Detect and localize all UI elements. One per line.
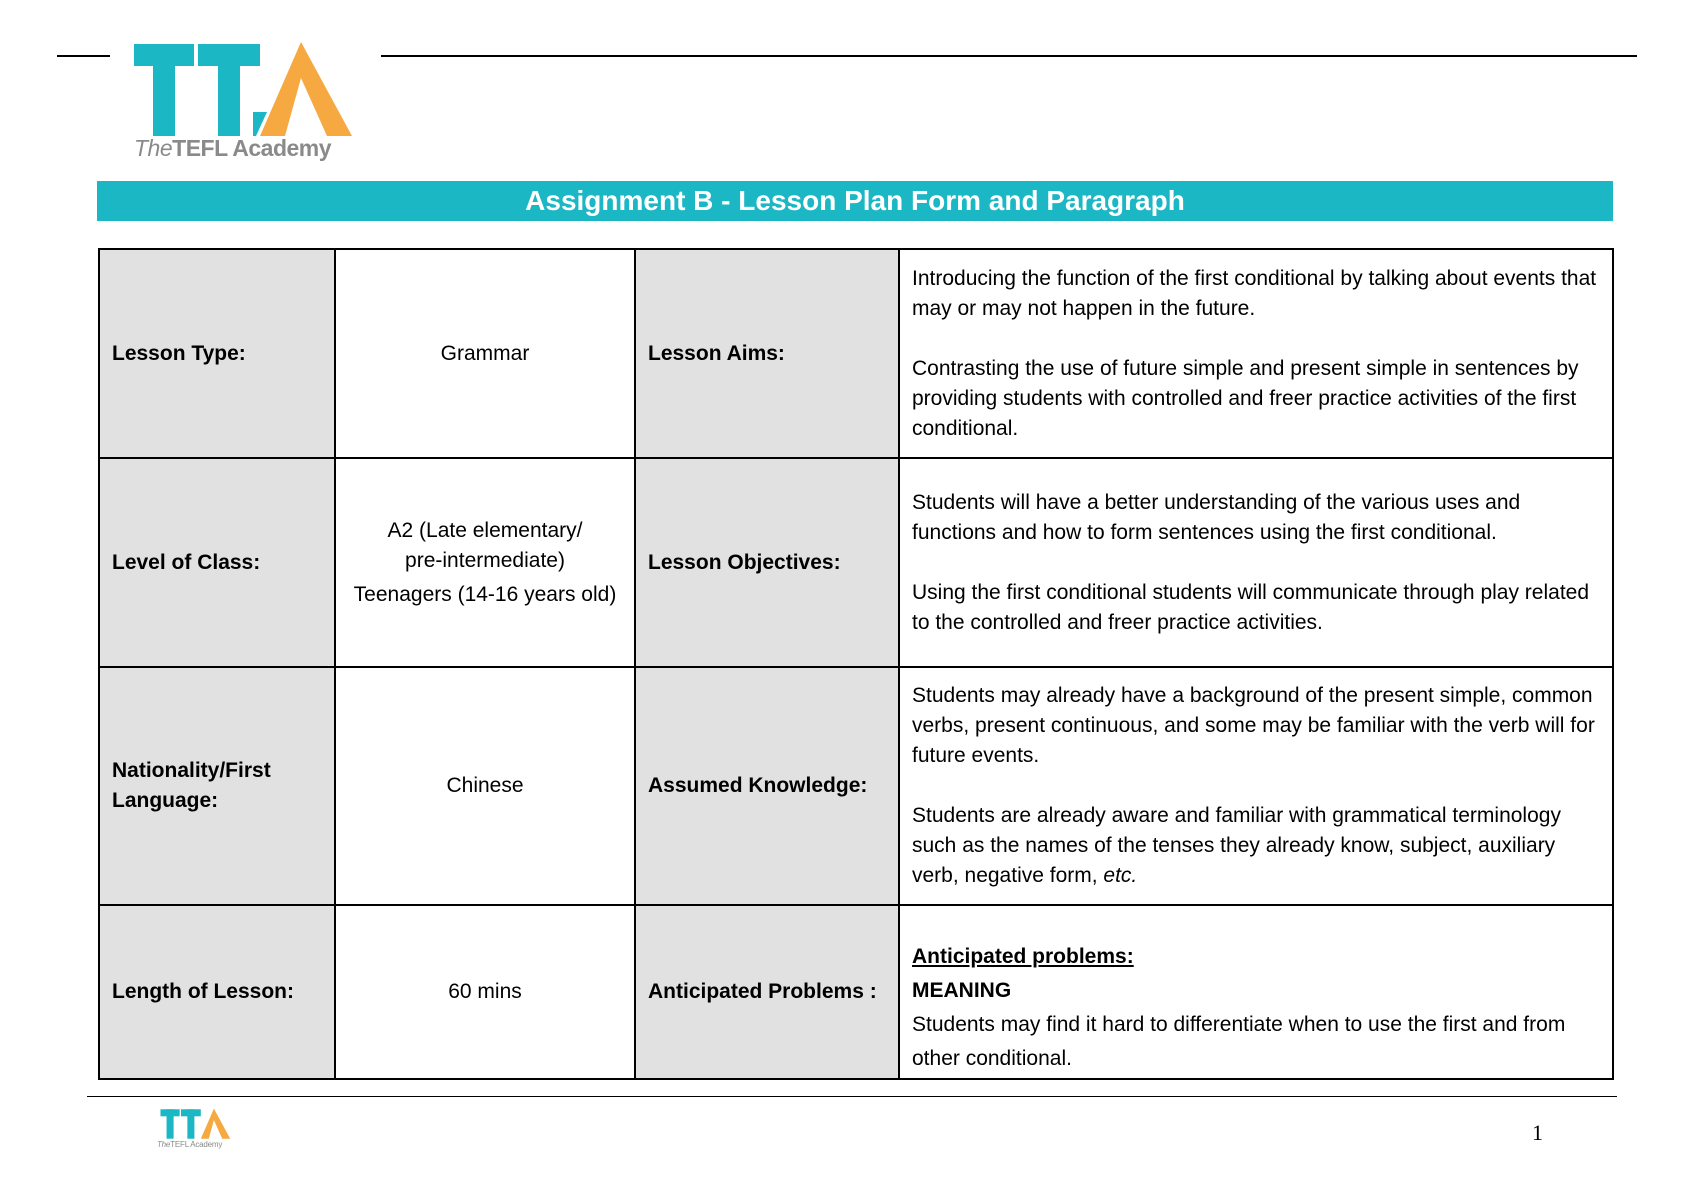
field-label: Assumed Knowledge: — [635, 667, 899, 905]
row-label: Length of Lesson: — [99, 905, 335, 1079]
detail-paragraph: Contrasting the use of future simple and present simple in sentences by providing students with controlled and freer practice activities of the first conditional. — [912, 356, 1579, 440]
logo-name: TEFL Academy — [172, 135, 332, 161]
detail-paragraph: Students may find it hard to differentiate when to use the first and from other conditional. — [912, 1013, 1566, 1070]
detail-text: Students are already aware and familiar with grammatical terminology such as the names of the tenses they already know, subject, auxiliary verb, negative form, — [912, 804, 1561, 887]
tta-logo — [134, 40, 356, 166]
field-detail — [899, 667, 1613, 905]
table-row — [99, 905, 1613, 1079]
lesson-plan-table — [98, 248, 1614, 1080]
field-detail — [899, 458, 1613, 667]
logo-wordmark — [134, 135, 331, 162]
value-line: Teenagers (14-16 years old) — [353, 582, 617, 606]
table-row — [99, 249, 1613, 458]
field-detail — [899, 249, 1613, 458]
footer-logo — [157, 1108, 235, 1152]
title-bar — [97, 181, 1613, 221]
row-label: Nationality/First Language: — [99, 667, 335, 905]
detail-paragraph: Introducing the function of the first conditional by talking about events that may or may not happen in the future. — [912, 266, 1597, 320]
detail-heading: Anticipated problems: — [912, 945, 1134, 968]
field-label: Lesson Aims: — [635, 249, 899, 458]
row-label: Lesson Type: — [99, 249, 335, 458]
detail-paragraph: Students will have a better understanding of the various uses and functions and how to form sentences using the first conditional. — [912, 490, 1521, 544]
value-line: Grammar — [440, 341, 530, 365]
header-rule-left — [57, 55, 110, 57]
tta-logo-mark — [134, 40, 356, 140]
footer-logo-mark — [157, 1108, 235, 1140]
document-title: Assignment B - Lesson Plan Form and Paragraph — [525, 185, 1185, 216]
field-detail — [899, 905, 1613, 1079]
logo-prefix: The — [134, 135, 173, 161]
row-value — [335, 458, 635, 667]
page-number: 1 — [1532, 1120, 1543, 1145]
field-label: Lesson Objectives: — [635, 458, 899, 667]
value-line: pre-intermediate) — [405, 548, 565, 572]
footer-logo-wordmark — [157, 1140, 222, 1149]
detail-paragraph — [912, 801, 1602, 891]
value-line: 60 mins — [448, 980, 522, 1003]
table-row — [99, 667, 1613, 905]
row-value — [335, 905, 635, 1079]
detail-paragraph: Students may already have a background of the present simple, common verbs, present continuous, and some may be familiar with the verb will for future events. — [912, 684, 1595, 767]
footer-logo-name: TEFL Academy — [170, 1140, 223, 1149]
row-value — [335, 249, 635, 458]
row-value — [335, 667, 635, 905]
header-rule-right — [381, 55, 1637, 57]
detail-subheading: MEANING — [912, 979, 1012, 1002]
value-line: Chinese — [446, 774, 524, 797]
table-row — [99, 458, 1613, 667]
footer-logo-prefix: The — [157, 1140, 171, 1149]
detail-etc: etc. — [1103, 864, 1138, 887]
footer-rule — [87, 1096, 1617, 1097]
value-line: A2 (Late elementary/ — [387, 518, 583, 542]
field-label: Anticipated Problems : — [635, 905, 899, 1079]
row-label: Level of Class: — [99, 458, 335, 667]
detail-paragraph: Using the first conditional students will communicate through play related to the controlled and freer practice activities. — [912, 580, 1590, 634]
